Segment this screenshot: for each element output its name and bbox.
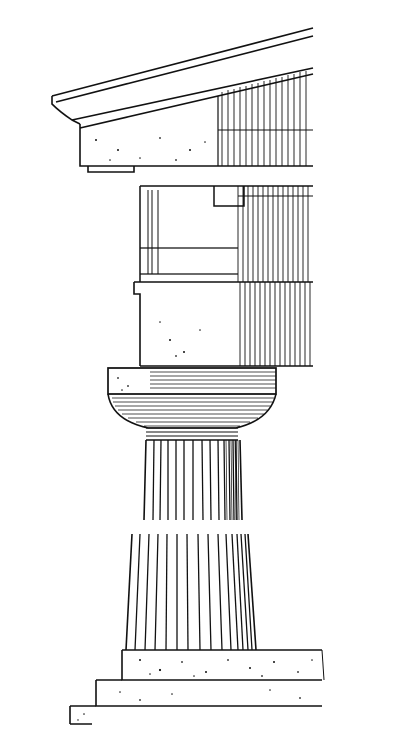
column-shaft-lower [126,534,256,650]
architrave-stipple [159,321,201,357]
capital-abacus [108,368,276,394]
architrave [134,282,313,366]
frieze [140,186,313,282]
stylobate-steps [70,650,324,724]
shaft-flutes-lower [135,534,252,650]
capital-echinus [108,394,276,440]
shaft-flutes-upper [153,440,237,520]
architrave-shadow-hatching [240,282,310,366]
echinus-hatching [112,398,274,426]
column-shaft-upper [144,440,242,520]
abacus-hatching [150,372,276,388]
frieze-shadow-hatching [238,186,308,282]
cornice [52,28,313,172]
steps-stipple [77,659,313,721]
cornice-stipple [95,137,206,161]
